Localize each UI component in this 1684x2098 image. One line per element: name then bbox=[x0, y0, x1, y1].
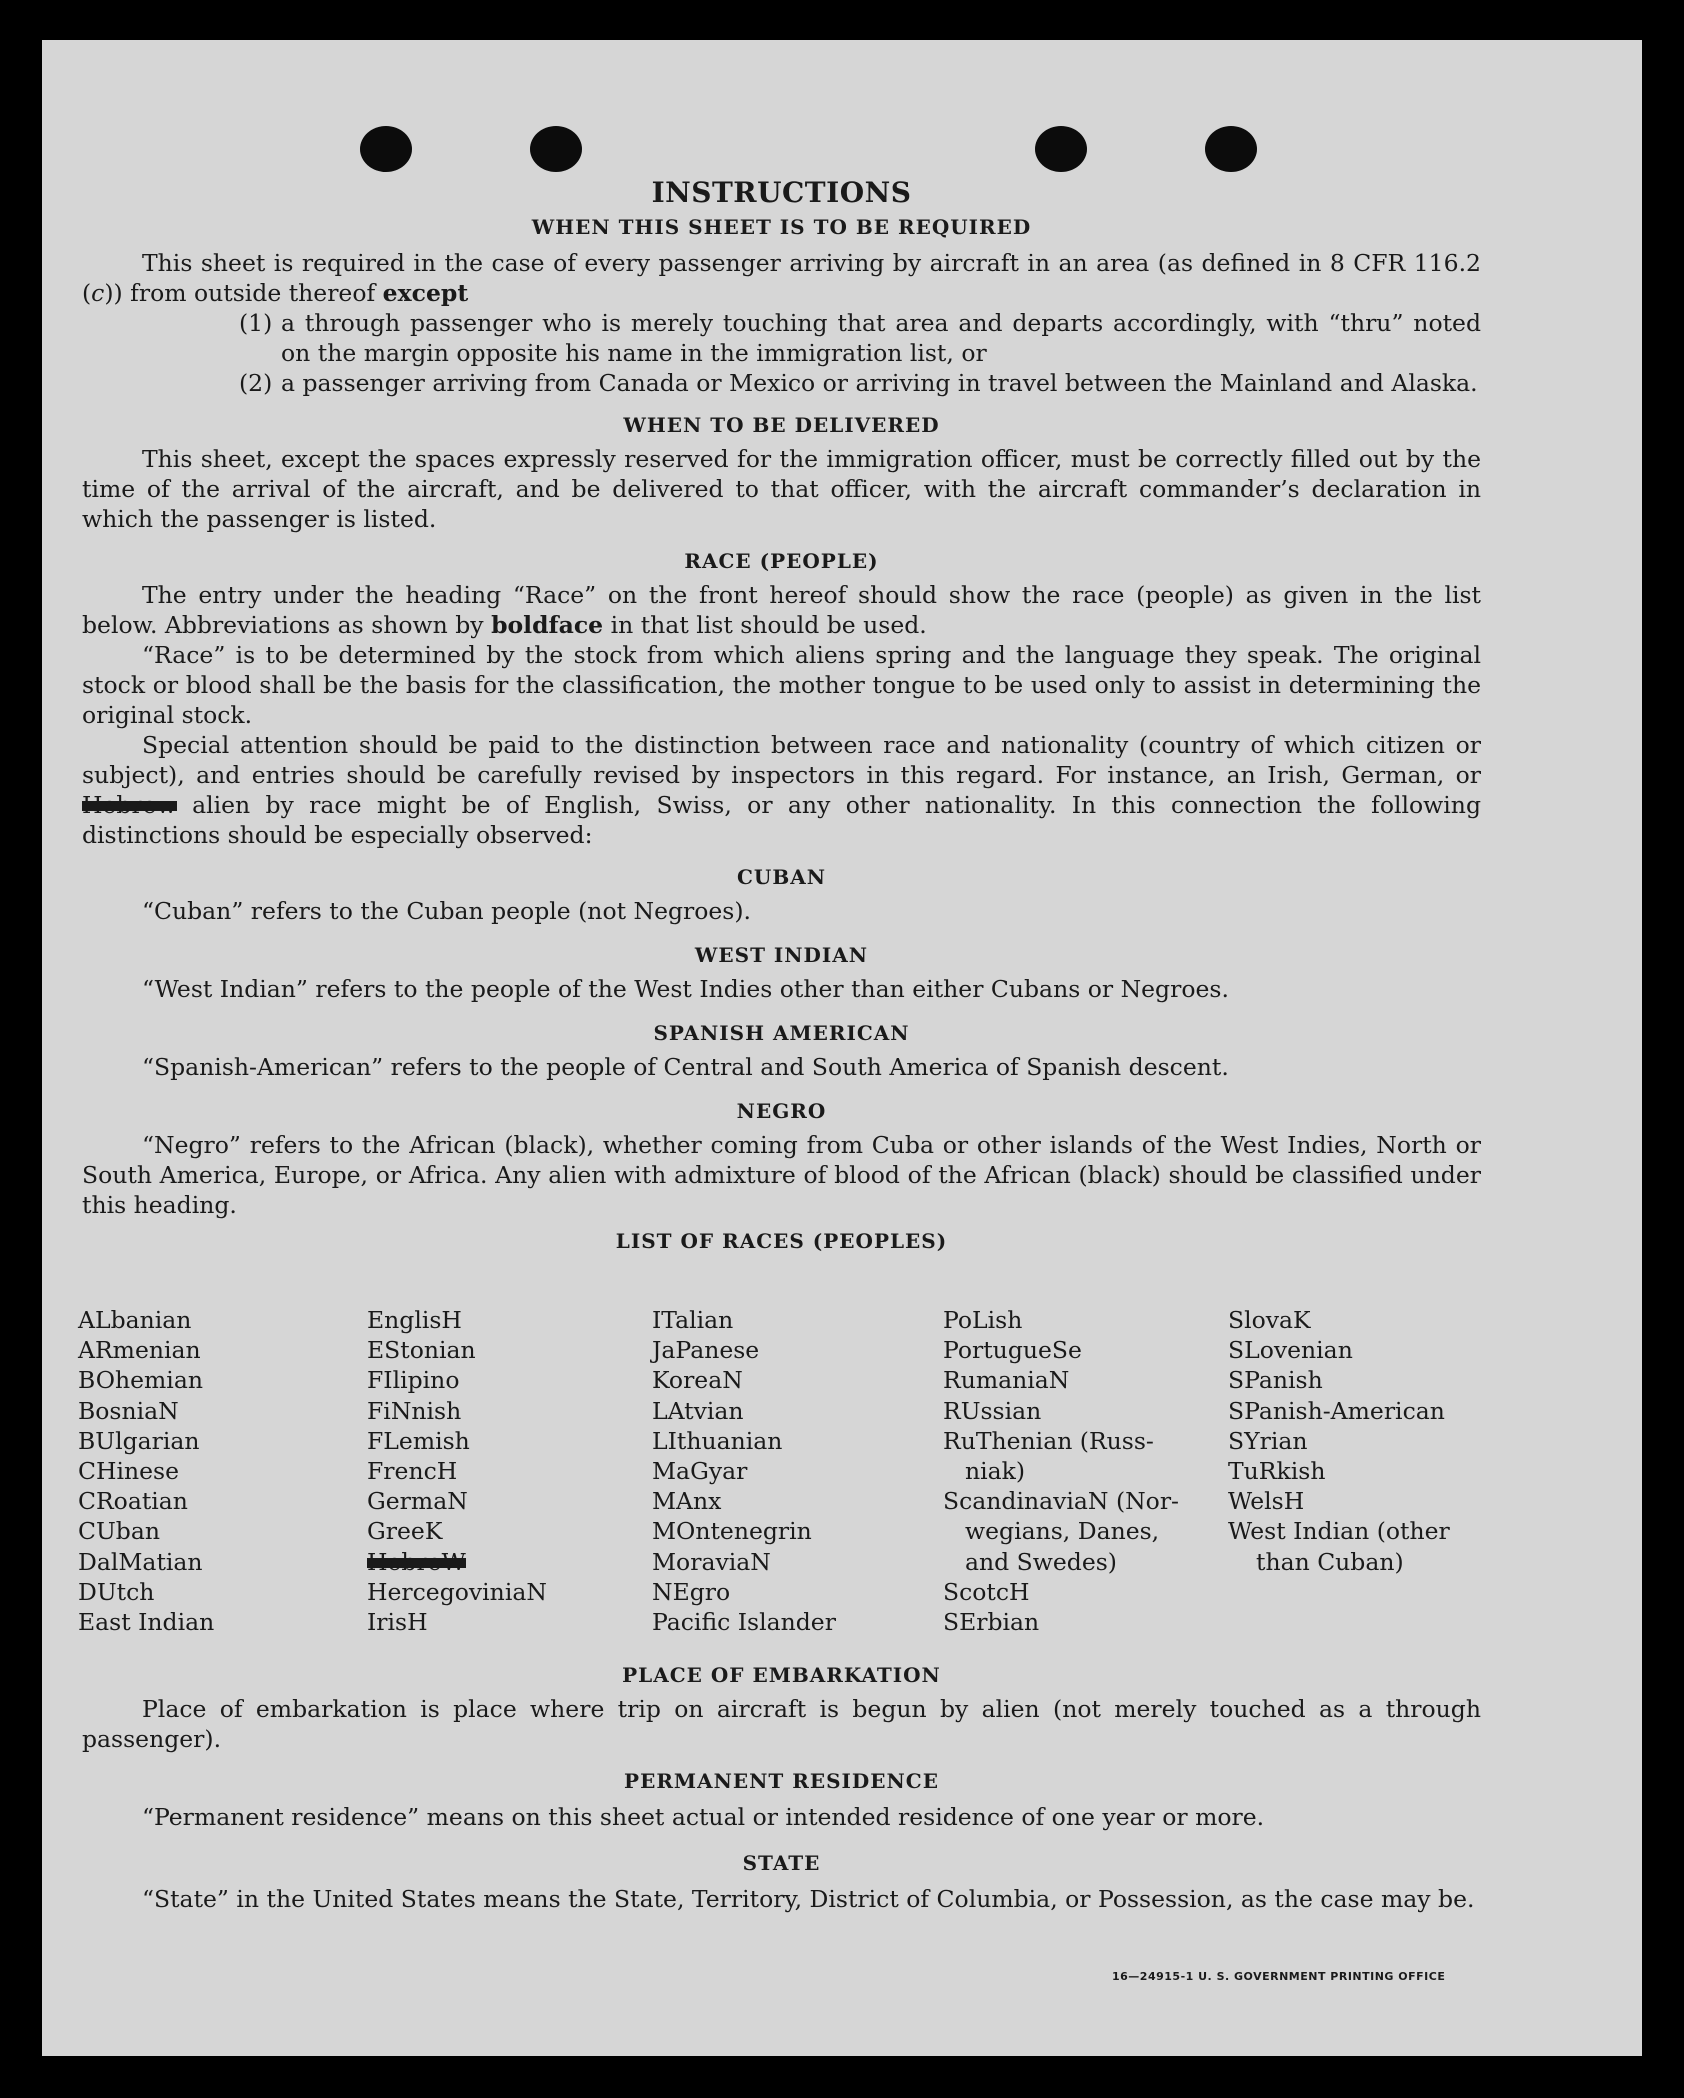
race-item: SlovaK bbox=[1228, 1306, 1311, 1334]
delivered-text: This sheet, except the spaces expressly reserved for the immigration officer, must be correctly filled out by the time of the arrival of the aircraft, and be delivered to that officer, with the aircraft commander’s declaration in which the passenger is listed. bbox=[82, 445, 1481, 533]
residence-text: “Permanent residence” means on this sheet actual or intended residence of one year or more. bbox=[142, 1803, 1265, 1831]
state-text: “State” in the United States means the State, Territory, District of Columbia, or Possession, as the case may be. bbox=[142, 1885, 1475, 1913]
section-heading-negro: NEGRO bbox=[736, 1099, 827, 1123]
section-heading-delivered: WHEN TO BE DELIVERED bbox=[623, 413, 940, 437]
race-item: CUban bbox=[78, 1517, 160, 1546]
race-item: niak) bbox=[965, 1457, 1026, 1486]
race-item: ALbanian bbox=[78, 1306, 192, 1334]
race-item: LAtvian bbox=[652, 1396, 744, 1425]
race-column-2 bbox=[367, 1305, 547, 1637]
race-item: JaPanese bbox=[652, 1336, 760, 1365]
section-heading-race: RACE (PEOPLE) bbox=[684, 549, 879, 573]
race-item: EnglisH bbox=[367, 1306, 462, 1334]
race-item: FLemish bbox=[367, 1426, 470, 1455]
race-item: DUtch bbox=[78, 1577, 155, 1606]
race-column-1 bbox=[78, 1305, 214, 1637]
instructions-block-bottom bbox=[82, 1660, 1481, 1914]
race-item: TuRkish bbox=[1228, 1457, 1326, 1486]
race-item: BosniaN bbox=[78, 1396, 179, 1425]
race-item: BOhemian bbox=[78, 1366, 203, 1395]
race-item: West Indian (other bbox=[1228, 1517, 1450, 1546]
cuban-text: “Cuban” refers to the Cuban people (not Negroes). bbox=[142, 897, 752, 925]
race-column-4 bbox=[943, 1305, 1179, 1637]
exception-item-1: (1) a through passenger who is merely touching that area and departs accordingly, with “thru” noted on the margin opposite his name in the immigration list, or bbox=[239, 309, 1481, 367]
embarkation-text: Place of embarkation is place where trip on aircraft is begun by alien (not merely touched as a through passenger). bbox=[82, 1695, 1481, 1753]
race-item: GreeK bbox=[367, 1517, 443, 1546]
section-heading-cuban: CUBAN bbox=[736, 865, 827, 889]
race-item: KoreaN bbox=[652, 1366, 743, 1395]
race-item: GermaN bbox=[367, 1487, 468, 1516]
exception-item-2: (2) a passenger arriving from Canada or Mexico or arriving in travel between the Mainland and Alaska. bbox=[239, 369, 1478, 397]
section-heading-spanish-american: SPANISH AMERICAN bbox=[653, 1021, 910, 1045]
race-item: ScandinaviaN (Nor- bbox=[943, 1487, 1179, 1516]
race-item: SPanish bbox=[1228, 1366, 1323, 1395]
race-item: MOntenegrin bbox=[652, 1517, 812, 1546]
race-item: NEgro bbox=[652, 1577, 731, 1606]
race-item: CHinese bbox=[78, 1457, 179, 1486]
race-list bbox=[78, 1305, 1528, 1645]
race-item: MAnx bbox=[652, 1487, 722, 1516]
race-item: PortugueSe bbox=[943, 1336, 1082, 1365]
race-item: wegians, Danes, bbox=[965, 1517, 1160, 1546]
negro-text: “Negro” refers to the African (black), whether coming from Cuba or other islands of the West Indies, North or South America, Europe, or Africa. Any alien with admixture of blood of the African (black) should be classified under this heading. bbox=[82, 1131, 1481, 1219]
race-item: CRoatian bbox=[78, 1487, 188, 1516]
race-item: BUlgarian bbox=[78, 1426, 200, 1455]
punch-hole bbox=[1035, 126, 1087, 172]
punch-hole bbox=[1205, 126, 1257, 172]
section-heading-race-list: LIST OF RACES (PEOPLES) bbox=[615, 1229, 948, 1253]
document-sheet bbox=[42, 40, 1642, 2056]
race-paragraph-2: “Race” is to be determined by the stock from which aliens spring and the language they speak. The original stock or blood shall be the basis for the classification, the mother tongue to be used only to assist in determining the original stock. bbox=[82, 641, 1481, 729]
race-item: RUssian bbox=[943, 1396, 1042, 1425]
race-item: East Indian bbox=[78, 1608, 215, 1637]
race-paragraph-1: The entry under the heading “Race” on the front hereof should show the race (people) as given in the list below. Abbreviations as shown by boldface in that list should be used. bbox=[82, 581, 1481, 639]
race-item: HercegoviniaN bbox=[367, 1577, 547, 1606]
punch-hole bbox=[360, 126, 412, 172]
race-paragraph-3: Special attention should be paid to the distinction between race and nationality (country of which citizen or subject), and entries should be carefully revised by inspectors in this regard. For instance, an Irish, German, or Hebrew alien by race might be of English, Swiss, or any other nationality. In this connection the following distinctions should be especially observed: bbox=[82, 731, 1481, 849]
struck-word: Hebrew bbox=[82, 791, 177, 819]
race-item bbox=[367, 1547, 547, 1577]
race-item: FiNnish bbox=[367, 1396, 462, 1425]
race-item: SLovenian bbox=[1228, 1336, 1353, 1365]
race-item: LIthuanian bbox=[652, 1426, 783, 1455]
race-item: ScotcH bbox=[943, 1577, 1030, 1606]
race-item: SPanish-American bbox=[1228, 1396, 1445, 1425]
race-item: DalMatian bbox=[78, 1547, 203, 1576]
race-item: WelsH bbox=[1228, 1487, 1305, 1516]
instructions-block-top bbox=[82, 178, 1481, 1256]
section-heading-state: STATE bbox=[742, 1851, 821, 1875]
struck-word: HebreW bbox=[367, 1547, 466, 1576]
race-item: FrencH bbox=[367, 1457, 458, 1486]
race-item: MoraviaN bbox=[652, 1547, 771, 1576]
printer-imprint: 16—24915-1 U. S. GOVERNMENT PRINTING OFFICE bbox=[1112, 1970, 1446, 1983]
race-item: and Swedes) bbox=[965, 1547, 1117, 1576]
spanish-american-text: “Spanish-American” refers to the people of Central and South America of Spanish descent. bbox=[142, 1053, 1229, 1081]
race-item: MaGyar bbox=[652, 1457, 748, 1486]
race-item: PoLish bbox=[943, 1306, 1023, 1334]
section-heading-embarkation: PLACE OF EMBARKATION bbox=[622, 1663, 941, 1687]
section-heading-residence: PERMANENT RESIDENCE bbox=[624, 1769, 939, 1793]
required-intro: This sheet is required in the case of every passenger arriving by aircraft in an area (as defined in 8 CFR 116.2 (c)) from outside thereof except bbox=[82, 249, 1481, 307]
race-item: RuThenian (Russ- bbox=[943, 1426, 1154, 1455]
race-item: Pacific Islander bbox=[652, 1608, 836, 1637]
race-item: FIlipino bbox=[367, 1366, 460, 1395]
race-item: EStonian bbox=[367, 1336, 476, 1365]
race-item: IrisH bbox=[367, 1608, 428, 1637]
race-item: than Cuban) bbox=[1256, 1547, 1404, 1576]
race-item: SErbian bbox=[943, 1608, 1040, 1637]
race-item: RumaniaN bbox=[943, 1366, 1070, 1395]
section-heading-required: WHEN THIS SHEET IS TO BE REQUIRED bbox=[531, 215, 1032, 239]
section-heading-west-indian: WEST INDIAN bbox=[694, 943, 869, 967]
punch-hole bbox=[530, 126, 582, 172]
race-item: SYrian bbox=[1228, 1426, 1308, 1455]
race-column-5 bbox=[1228, 1305, 1450, 1577]
west-indian-text: “West Indian” refers to the people of the West Indies other than either Cubans or Negroes. bbox=[142, 975, 1229, 1003]
page-title: INSTRUCTIONS bbox=[651, 176, 912, 209]
race-item: ITalian bbox=[652, 1306, 734, 1334]
race-column-3 bbox=[652, 1305, 836, 1637]
race-item: ARmenian bbox=[78, 1336, 201, 1365]
